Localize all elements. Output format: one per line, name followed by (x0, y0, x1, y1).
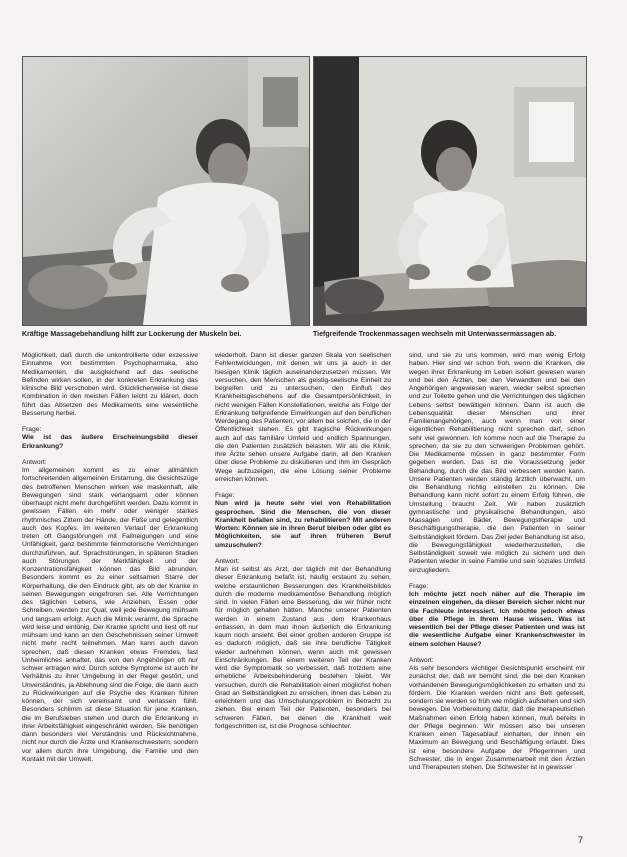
interview-question: Wie ist das äußere Erscheinungsbild dieser Erkrankung? (22, 434, 198, 450)
qa-label: Antwort: (215, 557, 240, 565)
paragraph-gap (22, 418, 198, 426)
massage-photo-right (313, 56, 587, 326)
body-paragraph: Man ist selbst als Arzt, der täglich mit der Behandlung dieser Erkrankung befaßt ist, häufig erstaunt zu sehen, welche erstaunlichen Besserungen des Krankheitsbildes durch die moderne medikamentöse Behandlung möglich sind. In vielen Fällen eine Besserung, die wir früher nicht für möglich gehalten hätten. Manche unserer Patienten werden in einem Zustand aus dem Krankenhaus entlassen, in dem man ihnen äußerlich die Erkrankung kaum noch ansieht. Bei einer großen anderen Gruppe ist es dadurch möglich, daß sie ihre berufliche Tätigkeit wieder aufnehmen können, wenn auch mit gewissen Einschränkungen. Bei einem weiteren Teil der Kranken wird die Symptomatik so verbessert, daß trotzdem eine erhebliche Arbeitsbehinderung bestehen bleibt. Wir versuchen, durch die Rehabilitation einen möglichst hohen Grad an Selbständigkeit zu erreichen, ihnen das Leben zu erleichtern und das Umschulungsproblem in Betracht zu ziehen. Bei einem Teil der Patienten, besonders bei schweren Fällen, bei denen die Krankheit weit fortgeschritten ist, ist die Prognose schlechter. (215, 566, 391, 730)
paragraph-gap (409, 649, 585, 657)
body-paragraph: Als sehr besonders wichtiger Gesichtspunkt erscheint mir zunächst der, daß wir bemüht sind, die bei den Kranken vorhandenen Bewegungsmöglichkeiten zu erhalten und zu fördern. Die Kranken werden nicht ans Bett gefesselt, sondern sie werden so früh wie möglich aufstehen und sich bewegen. Die Vorbereitung dafür, daß die therapeutischen Maßnahmen einen Erfolg haben können, muß bereits in der Pflege beginnen. Wir müssen also bei unseren Kranken einen Tagesablauf einhalten, der ihnen ein Maximum an Bewegung und Beschäftigung erlaubt. Dies ist eine besondere Aufgabe der Pflegerinnen und Schwester, die in enger Zusammenarbeit mit den Ärzten und Therapeuten stehen. Die Schwester ist in gewisser (409, 665, 585, 771)
qa-label: Antwort: (22, 458, 47, 466)
qa-label: Frage: (22, 426, 42, 433)
text-column-3 (409, 352, 585, 829)
paragraph-gap (215, 484, 391, 492)
massage-photo-left (22, 56, 310, 326)
text-column-1 (22, 352, 198, 829)
text-column-2 (215, 352, 391, 829)
qa-label: Frage: (409, 582, 429, 590)
qa-label: Frage: (215, 492, 235, 499)
photo-caption-left: Kräftige Massagebehandlung hilft zur Lockerung der Muskeln bei. (22, 331, 242, 338)
paragraph-gap (409, 575, 585, 583)
photo-caption-right: Tiefgreifende Trockenmassagen wechseln mit Unterwassermassagen ab. (313, 331, 557, 338)
page-number: 7 (577, 835, 583, 845)
interview-question: Nun wird ja heute sehr viel von Rehabilitation gesprochen. Sind die Menschen, die von dieser Krankheit befallen sind, zu rehabilitieren? Mit anderen Worten: Können sie in ihren Beruf bleiben oder gibt es Möglichkeiten, sie auf ihren früheren Beruf umzuschulen? (215, 500, 391, 549)
paragraph-gap (22, 451, 198, 459)
paragraph-gap (215, 550, 391, 558)
body-paragraph: wiederholt. Dann ist dieser ganzen Skala von seelischen Fehlentwicklungen, mit denen wir uns ja auch in der hiesigen Klinik täglich auseinanderzusetzen müssen. Wir versuchen, den Menschen als geistig-seelische Einheit zu begreifen und zu untersuchen, den Einfluß des Krankheitsgeschehens auf die Gesamtpersönlichkeit, in nicht wenigen Fällen Konstellationen, welche als Folge der Erkrankung tiefgreifende Einwirkungen auf den beruflichen Werdegang des Patienten, vor allem bei solchen, die in der Öffentlichkeit stehen. Es gibt tragische Rückwirkungen auch auf das familiäre Umfeld und endlich Spannungen, die den Patienten zusätzlich belasten. Wir als die Klinik, ihre Ärzte sehen unsere Aufgabe darin, all den Kranken über diese Probleme zu diskutieren und ihm im Gespräch Wege aufzuzeigen, die eine Lösung seiner Probleme erreichen können. (215, 352, 391, 483)
qa-label: Antwort: (409, 656, 434, 664)
body-paragraph: Möglichkeit, daß durch die unkontrollierte oder exzessive Einnahme von bestimmten Psychopharmaka, also Medikamenten, die ausgleichend auf das seelische Befinden wirken sollen, in der konkreten Erkrankung das klinische Bild verschoben wird. Glücklicherweise ist diese Kombination in den meisten Fällen leicht zu klären, doch führt das Absetzen des Medikaments eine wesentliche Besserung herbei. (22, 352, 198, 417)
interview-question: Ich möchte jetzt noch näher auf die Therapie im einzelnen eingehen, da dieser Bereich sicher nicht nur die Fachleute interessiert. Ich möchte jedoch etwas über die Pflege in Ihrem Hause wissen. Was ist wesentlich bei der Pflege dieser Patienten und was ist die wesentliche Aufgabe einer Krankenschwester in einem solchen Hause? (409, 591, 585, 648)
body-paragraph: sind, und sie zu uns kommen, wird man wenig Erfolg haben. Hier sind wir schon froh, wenn die Kranken, die wegen ihrer Erkrankung im Leben isoliert gewesen waren und bei den Ärzten, bei den Verwandten und bei den Angehörigen angewiesen waren, wieder selbst sprechen und zur Toilette gehen und die Verrichtungen des täglichen Lebens selbst bewältigen können. Dann ist auch die Lebensqualität dieser Menschen und ihrer Familienangehörigen, auch wenn man von einer eigentlichen Rehabilitierung nicht sprechen darf, schon sehr viel gewonnen. Ich komme noch auf die Therapie zu sprechen, da sie zu den schwierigen Problemen gehört. Die Medikamente müssen in ganz bestimmter Form gegeben werden. Das ist die Voraussetzung jeder Behandlung, durch die das Bild verbessert werden kann. Unsere Patienten werden ständig ärztlich überwacht, um die Behandlung richtig einstellen zu können. Die Behandlung kann nicht sofort zu einem Erfolg führen, die Umstellung braucht Zeit. Wir haben zusätzlich gymnastische und physikalische Behandlungen, also Massagen und Bäder, Bewegungstherapie und Beschäftigungstherapie, die den Patienten in seiner Selbständigkeit fördern. Das Ziel jeder Behandlung ist also, die Bewegungsfähigkeit wiederherzustellen, die Selbständigkeit soweit wie möglich zu sichern und den Patienten wieder in seine Familie und sein soziales Umfeld einzugliedern. (409, 352, 585, 574)
body-paragraph: Im allgemeinen kommt es zu einer allmählich fortschreitenden allgemeinen Erstarrung, die Gesichtszüge des betroffenen Menschen wirken wie maskenhaft, alle Bewegungen sind stark verlangsamt oder können überhaupt nicht mehr durchgeführt werden. Dazu kommt in gewissen Fällen ein mehr oder weniger starkes rhythmisches Zittern der Hände, der Füße und gelegentlich auch des Kopfes. Im weiteren Verlauf der Erkrankung treten oft Gangstörungen mit Fallneigungen und eine Unfähigkeit, ganz bestimmte feinmotorische Verrichtungen durchzuführen, auf. Sprachstörungen, in späteren Stadien auch Störungen der Merkfähigkeit und der Konzentrationsfähigkeit können das Bild abrunden. Besonders kommt es zu einer seltsamen Starre der Körperhaltung, die den Eindruck gibt, als ob der Kranke in seinen Bewegungen eingefroren sei. Alle Verrichtungen des täglichen Lebens, wie Anziehen, Essen oder Schreiben, werden zur Qual, weil jede Bewegung mühsam und langsam erfolgt. Auch die Mimik verarmt, die Sprache wird leise und eintönig. Der Kranke spricht und liest oft nur mühsam und kann an den Geschehnissen seiner Umwelt nicht mehr recht teilnehmen. Man kann auch davon sprechen, daß diesen Kranken etwas Fremdes, fast Unheimliches anhaftet, das von den Angehörigen oft nur schwer ertragen wird. Durch solche Symptome ist auch ihr Verhältnis zu ihrer Umgebung in der Regel gestört, und Unverständnis, ja Ablehnung sind die Folge, die dann auch zu Rückwirkungen auf die Psyche des Kranken führen können, der sich vereinsamt und verlassen fühlt. Besonders schlimm ist diese Situation für jene Kranken, die im Berufsleben stehen und durch die Erkrankung in ihrer Arbeitsfähigkeit eingeschränkt werden. Sie benötigen dann besonders viel Verständnis und Rücksichtnahme, nicht nur durch die Ärzte und Krankenschwestern, sondern vor allem durch ihre Umgebung, die Familie und den Kontakt mit der Umwelt. (22, 467, 198, 763)
